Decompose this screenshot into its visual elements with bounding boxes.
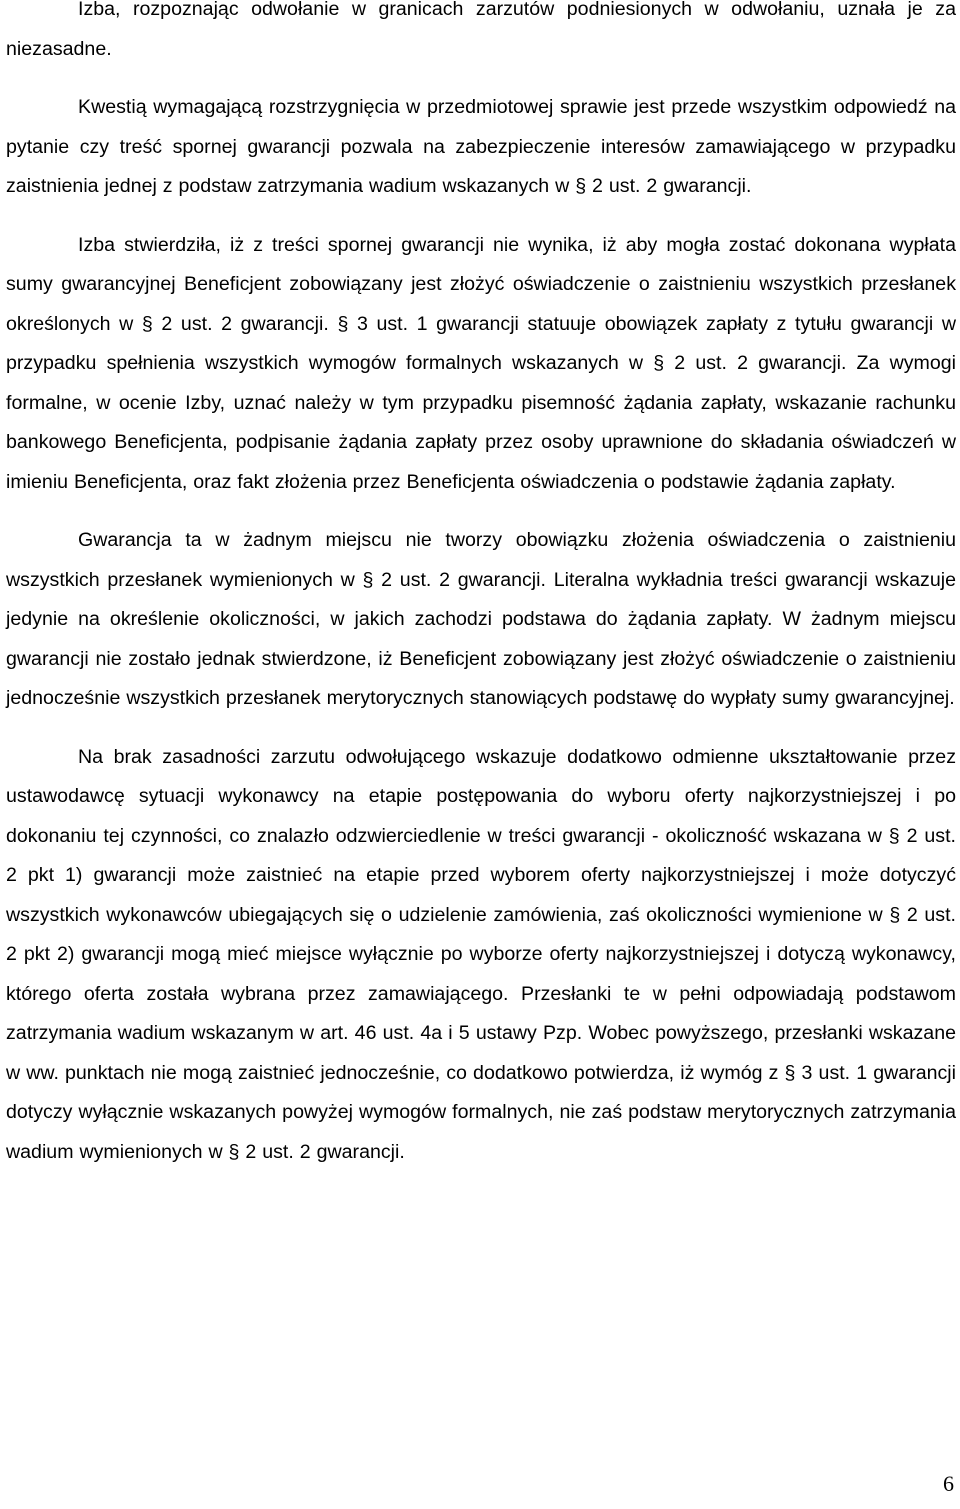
paragraph-additional-argument: Na brak zasadności zarzutu odwołującego wskazuje dodatkowo odmienne ukształtowanie przez ustawodawcę sytuacji wykonawcy na etapie postępowania do wyboru oferty najkorzystniejszej i po dokonaniu tej czynności, co znalazło odzwierciedlenie w treści gwarancji - okoliczność wskazana w § 2 ust. 2 pkt 1) gwarancji może zaistnieć na etapie przed wyborem oferty najkorzystniejszej i może dotyczyć wszystkich wykonawców ubiegających się o udzielenie zamówienia, zaś okoliczności wymienione w § 2 ust. 2 pkt 2) gwarancji mogą mieć miejsce wyłącznie po wyborze oferty najkorzystniejszej i dotyczą wykonawcy, którego oferta została wybrana przez zamawiającego. Przesłanki te w pełni odpowiadają podstawom zatrzymania wadium wskazanym w art. 46 ust. 4a i 5 ustawy Pzp. Wobec powyższego, przesłanki wskazane w ww. punktach nie mogą zaistnieć jednocześnie, co dodatkowo potwierdza, iż wymóg z § 3 ust. 1 gwarancji dotyczy wyłącznie wskazanych powyżej wymogów formalnych, nie zaś podstaw merytorycznych zatrzymania wadium wymienionych w § 2 ust. 2 gwarancji. (6, 745, 956, 1163)
paragraph-court-finding: Izba stwierdziła, iż z treści spornej gwarancji nie wynika, iż aby mogła zostać dokonana wypłata sumy gwarancyjnej Beneficjent zobowiązany jest złożyć oświadczenie o zaistnieniu wszystkich przesłanek określonych w § 2 ust. 2 gwarancji. § 3 ust. 1 gwarancji statuuje obowiązek zapłaty z tytułu gwarancji w przypadku spełnienia wszystkich wymogów formalnych wskazanych w § 2 ust. 2 gwarancji. Za wymogi formalne, w ocenie Izby, uznać należy w tym przypadku pisemność żądania zapłaty, wskazanie rachunku bankowego Beneficjenta, podpisanie żądania zapłaty przez osoby uprawnione do składania oświadczeń w imieniu Beneficjenta, oraz fakt złożenia przez Beneficjenta oświadczenia o podstawie żądania zapłaty. (6, 233, 956, 493)
page-number: 6 (943, 1471, 954, 1496)
paragraph-guarantee-interpretation: Gwarancja ta w żadnym miejscu nie tworzy obowiązku złożenia oświadczenia o zaistnieniu wszystkich przesłanek wymienionych w § 2 ust. 2 gwarancji. Literalna wykładnia treści gwarancji wskazuje jedynie na określenie okoliczności, w jakich zachodzi podstawa do żądania zapłaty. W żadnym miejscu gwarancji nie zostało jednak stwierdzone, iż Beneficjent zobowiązany jest złożyć oświadczenie o zaistnieniu jednocześnie wszystkich przesłanek merytorycznych stanowiących podstawę do wypłaty sumy gwarancyjnej. (6, 529, 956, 709)
paragraph-conclusion: Izba, rozpoznając odwołanie w granicach zarzutów podniesionych w odwołaniu, uznała je za niezasadne. (6, 0, 956, 60)
paragraph-issue: Kwestią wymagającą rozstrzygnięcia w przedmiotowej sprawie jest przede wszystkim odpowiedź na pytanie czy treść spornej gwarancji pozwala na zabezpieczenie interesów zamawiającego w przypadku zaistnienia jednej z podstaw zatrzymania wadium wskazanych w § 2 ust. 2 gwarancji. (6, 96, 956, 197)
document-page (6, 0, 956, 1172)
